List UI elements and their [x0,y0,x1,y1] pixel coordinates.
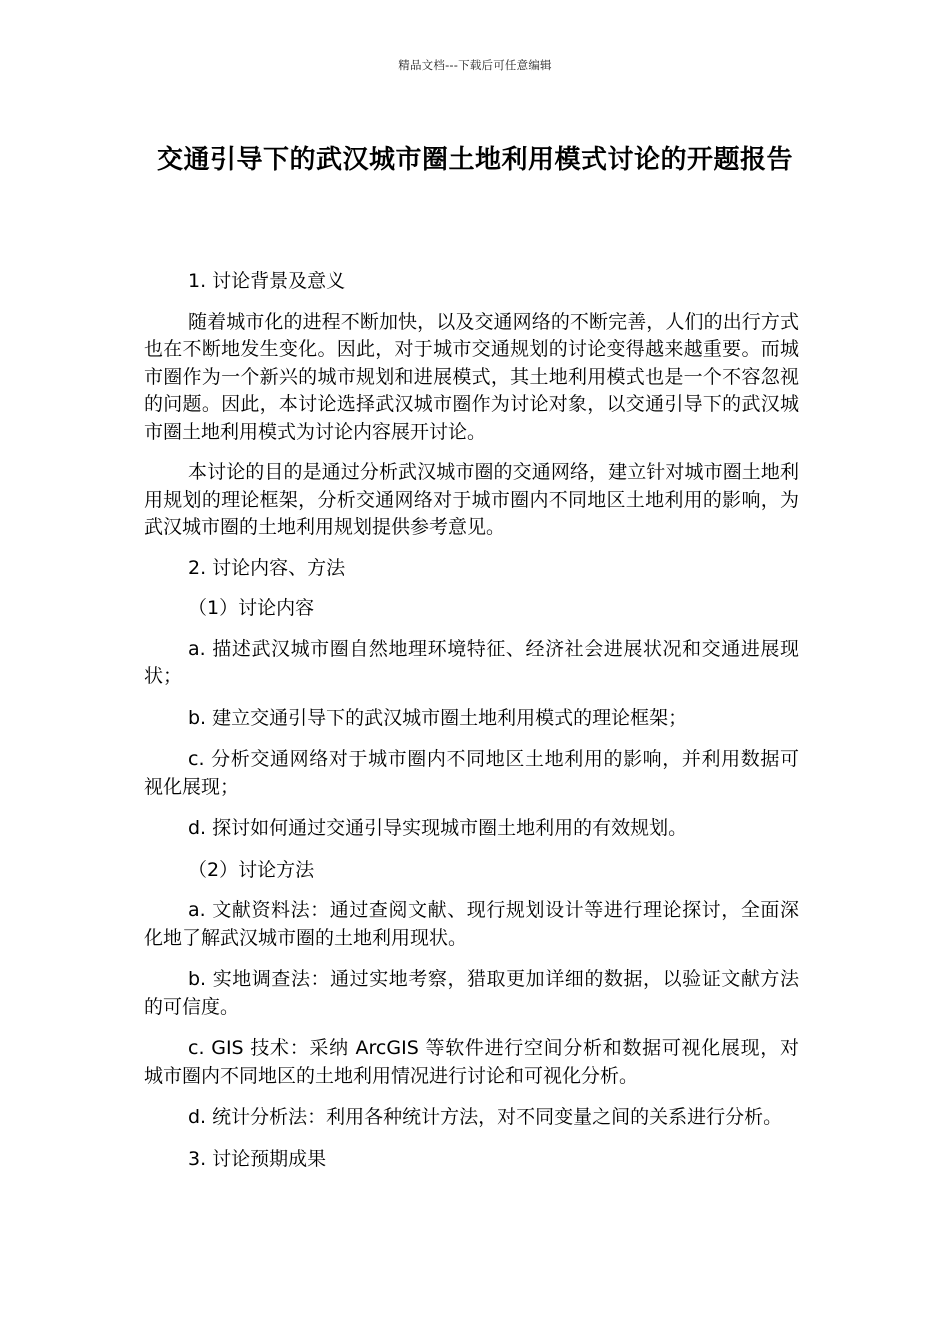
method-item-c: c. GIS 技术：采纳 ArcGIS 等软件进行空间分析和数据可视化展现，对城市圈内不同地区的土地利用情况进行讨论和可视化分析。 [144,1037,799,1087]
section-heading-background: 1. 讨论背景及意义 [188,270,346,292]
document-title: 交通引导下的武汉城市圈土地利用模式讨论的开题报告 [156,145,793,175]
content-item-b: b. 建立交通引导下的武汉城市圈土地利用模式的理论框架； [188,706,688,729]
document-body [144,268,799,1186]
content-item-d: d. 探讨如何通过交通引导实现城市圈土地利用的有效规划。 [188,817,688,839]
subheading-method: （2）讨论方法 [188,858,315,881]
section-heading-expected-results: 3. 讨论预期成果 [188,1147,327,1170]
content-item-c: c. 分析交通网络对于城市圈内不同地区土地利用的影响，并利用数据可视化展现； [144,748,799,798]
method-item-a: a. 文献资料法：通过查阅文献、现行规划设计等进行理论探讨，全面深化地了解武汉城市圈的土地利用现状。 [144,899,799,949]
paragraph-purpose: 本讨论的目的是通过分析武汉城市圈的交通网络，建立针对城市圈土地利用规划的理论框架，分析交通网络对于城市圈内不同地区土地利用的影响，为武汉城市圈的土地利用规划提供参考意见。 [144,461,799,538]
section-heading-content-method: 2. 讨论内容、方法 [188,556,346,579]
method-item-b: b. 实地调查法：通过实地考察，猎取更加详细的数据，以验证文献方法的可信度。 [144,968,799,1018]
paragraph-background: 随着城市化的进程不断加快，以及交通网络的不断完善，人们的出行方式也在不断地发生变化。因此，对于城市交通规划的讨论变得越来越重要。而城市圈作为一个新兴的城市规划和进展模式，其土地利用模式也是一个不容忽视的问题。因此，本讨论选择武汉城市圈作为讨论对象，以交通引导下的武汉城市圈土地利用模式为讨论内容展开讨论。 [144,310,799,443]
subheading-content: （1）讨论内容 [188,597,315,619]
method-item-d: d. 统计分析法：利用各种统计方法，对不同变量之间的关系进行分析。 [188,1106,783,1128]
header-note: 精品文档---下载后可任意编辑 [398,58,552,72]
content-item-a: a. 描述武汉城市圈自然地理环境特征、经济社会进展状况和交通进展现状； [144,637,799,687]
